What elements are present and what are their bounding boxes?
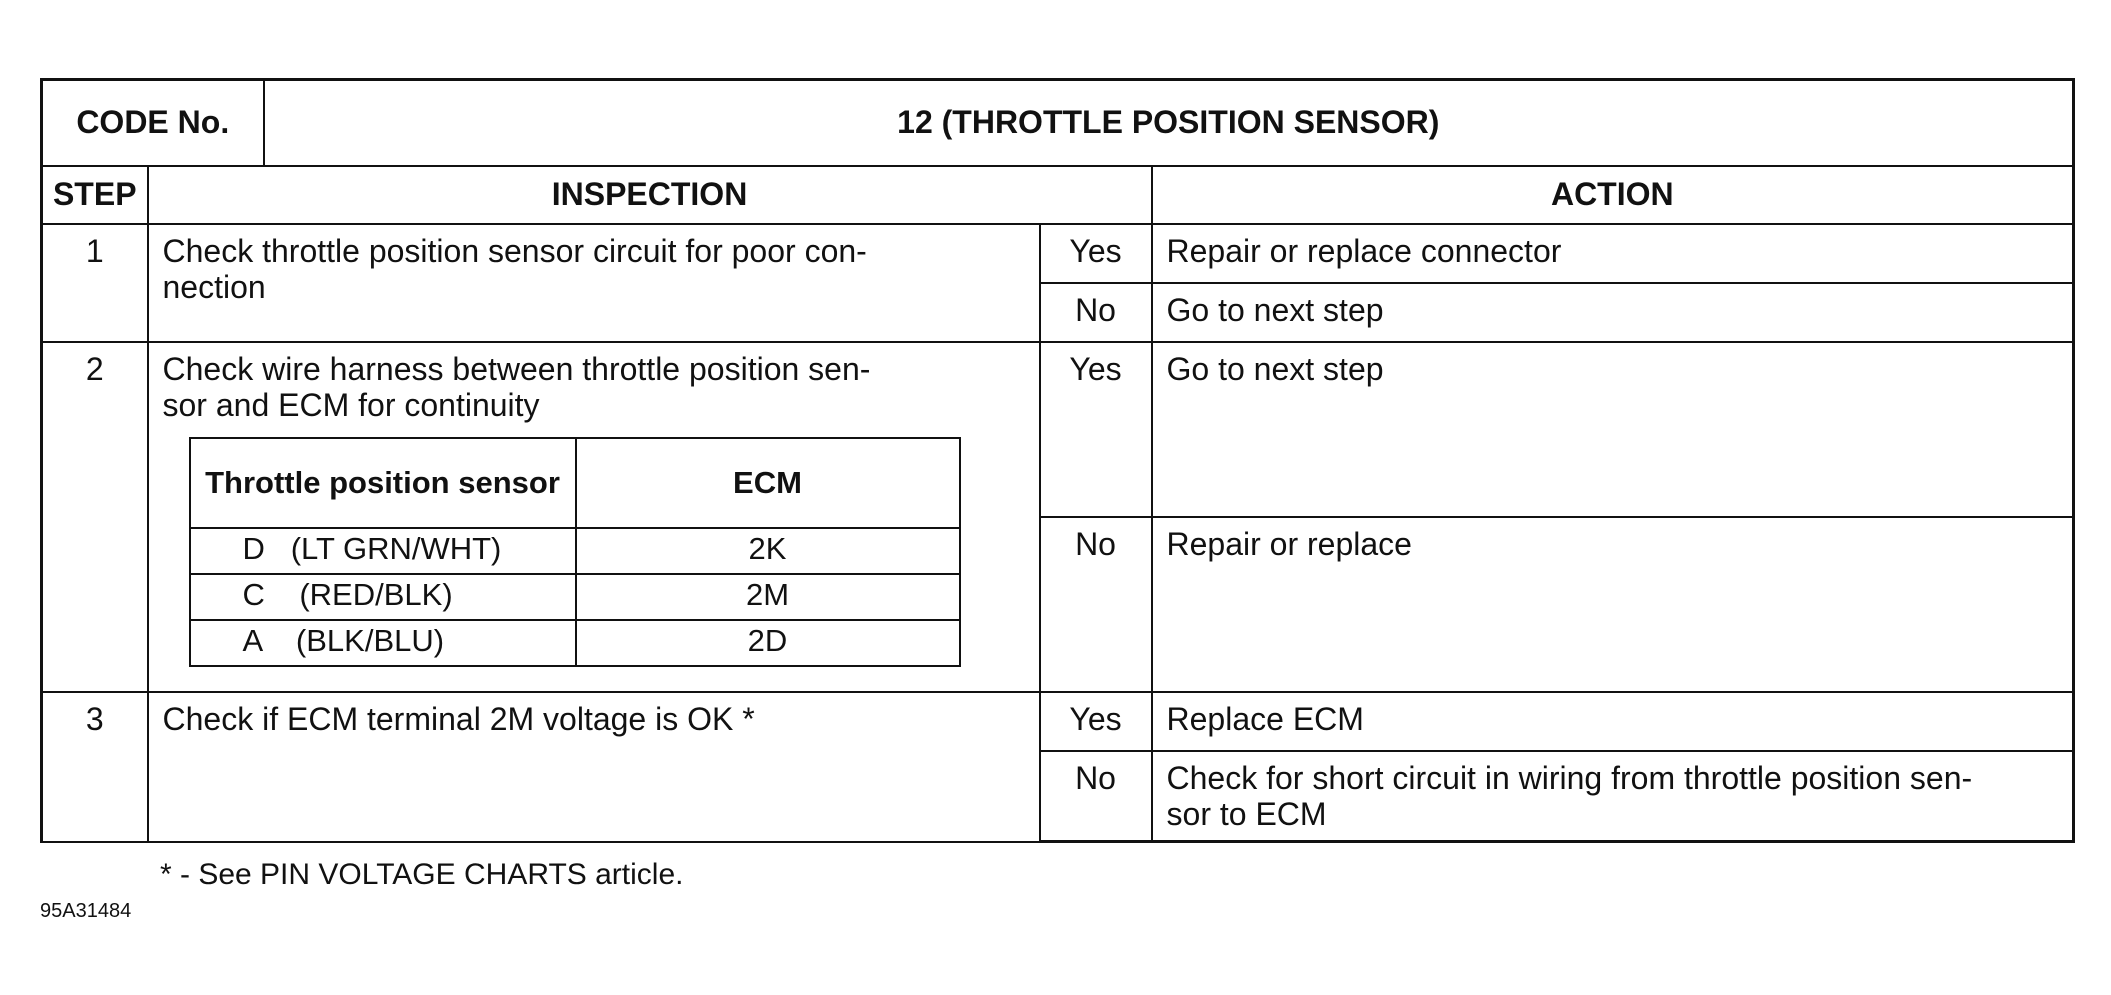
- yes-label: Yes: [1040, 342, 1152, 517]
- inspection-line: nection: [162, 268, 266, 305]
- ecm-terminal: 2M: [576, 574, 960, 620]
- yes-label: Yes: [1040, 224, 1152, 283]
- no-action: Go to next step: [1152, 283, 2074, 342]
- inspection-line: sor and ECM for continuity: [162, 386, 540, 423]
- inspection-text: [148, 692, 1040, 842]
- table-row: [190, 620, 960, 666]
- inspection-column-header: INSPECTION: [148, 166, 1152, 224]
- no-action-line: Check for short circuit in wiring from throttle position sen-: [1166, 759, 1973, 796]
- yes-action: Repair or replace connector: [1152, 224, 2074, 283]
- sensor-terminal: C (RED/BLK): [190, 574, 576, 620]
- no-label: No: [1040, 751, 1152, 842]
- step-column-header: STEP: [42, 166, 148, 224]
- no-action-line: sor to ECM: [1166, 795, 1327, 832]
- table-row: [190, 574, 960, 620]
- no-action: Repair or replace: [1152, 517, 2074, 692]
- yes-action: Replace ECM: [1152, 692, 2074, 751]
- inspection-text: [148, 224, 1040, 342]
- step-number: 2: [42, 342, 148, 692]
- step-2-yes-row: [42, 342, 2074, 517]
- figure-id: 95A31484: [40, 900, 132, 922]
- action-column-header: ACTION: [1152, 166, 2074, 224]
- step-3-yes-row: [42, 692, 2074, 751]
- footnote: * - See PIN VOLTAGE CHARTS article.: [160, 858, 684, 891]
- inspection-line: Check if ECM terminal 2M voltage is OK *: [162, 700, 755, 737]
- ecm-column-header: ECM: [576, 438, 960, 528]
- code-title: 12 (THROTTLE POSITION SENSOR): [264, 80, 2074, 166]
- inspection-line: Check throttle position sensor circuit for poor con-: [162, 232, 867, 269]
- inspection-text: [148, 342, 1040, 692]
- ecm-terminal: 2D: [576, 620, 960, 666]
- sensor-terminal: A (BLK/BLU): [190, 620, 576, 666]
- sensor-column-header: Throttle position sensor: [190, 438, 576, 528]
- yes-label: Yes: [1040, 692, 1152, 751]
- step-number: 1: [42, 224, 148, 342]
- step-1-yes-row: [42, 224, 2074, 283]
- diagnostic-table: [40, 78, 2075, 843]
- step-number: 3: [42, 692, 148, 842]
- continuity-table: [189, 437, 961, 667]
- sensor-terminal: D (LT GRN/WHT): [190, 528, 576, 574]
- yes-action: Go to next step: [1152, 342, 2074, 517]
- no-label: No: [1040, 517, 1152, 692]
- code-number-label: CODE No.: [42, 80, 264, 166]
- ecm-terminal: 2K: [576, 528, 960, 574]
- table-row: [190, 528, 960, 574]
- inspection-line: Check wire harness between throttle position sen-: [162, 350, 871, 387]
- no-action: [1152, 751, 2074, 842]
- no-label: No: [1040, 283, 1152, 342]
